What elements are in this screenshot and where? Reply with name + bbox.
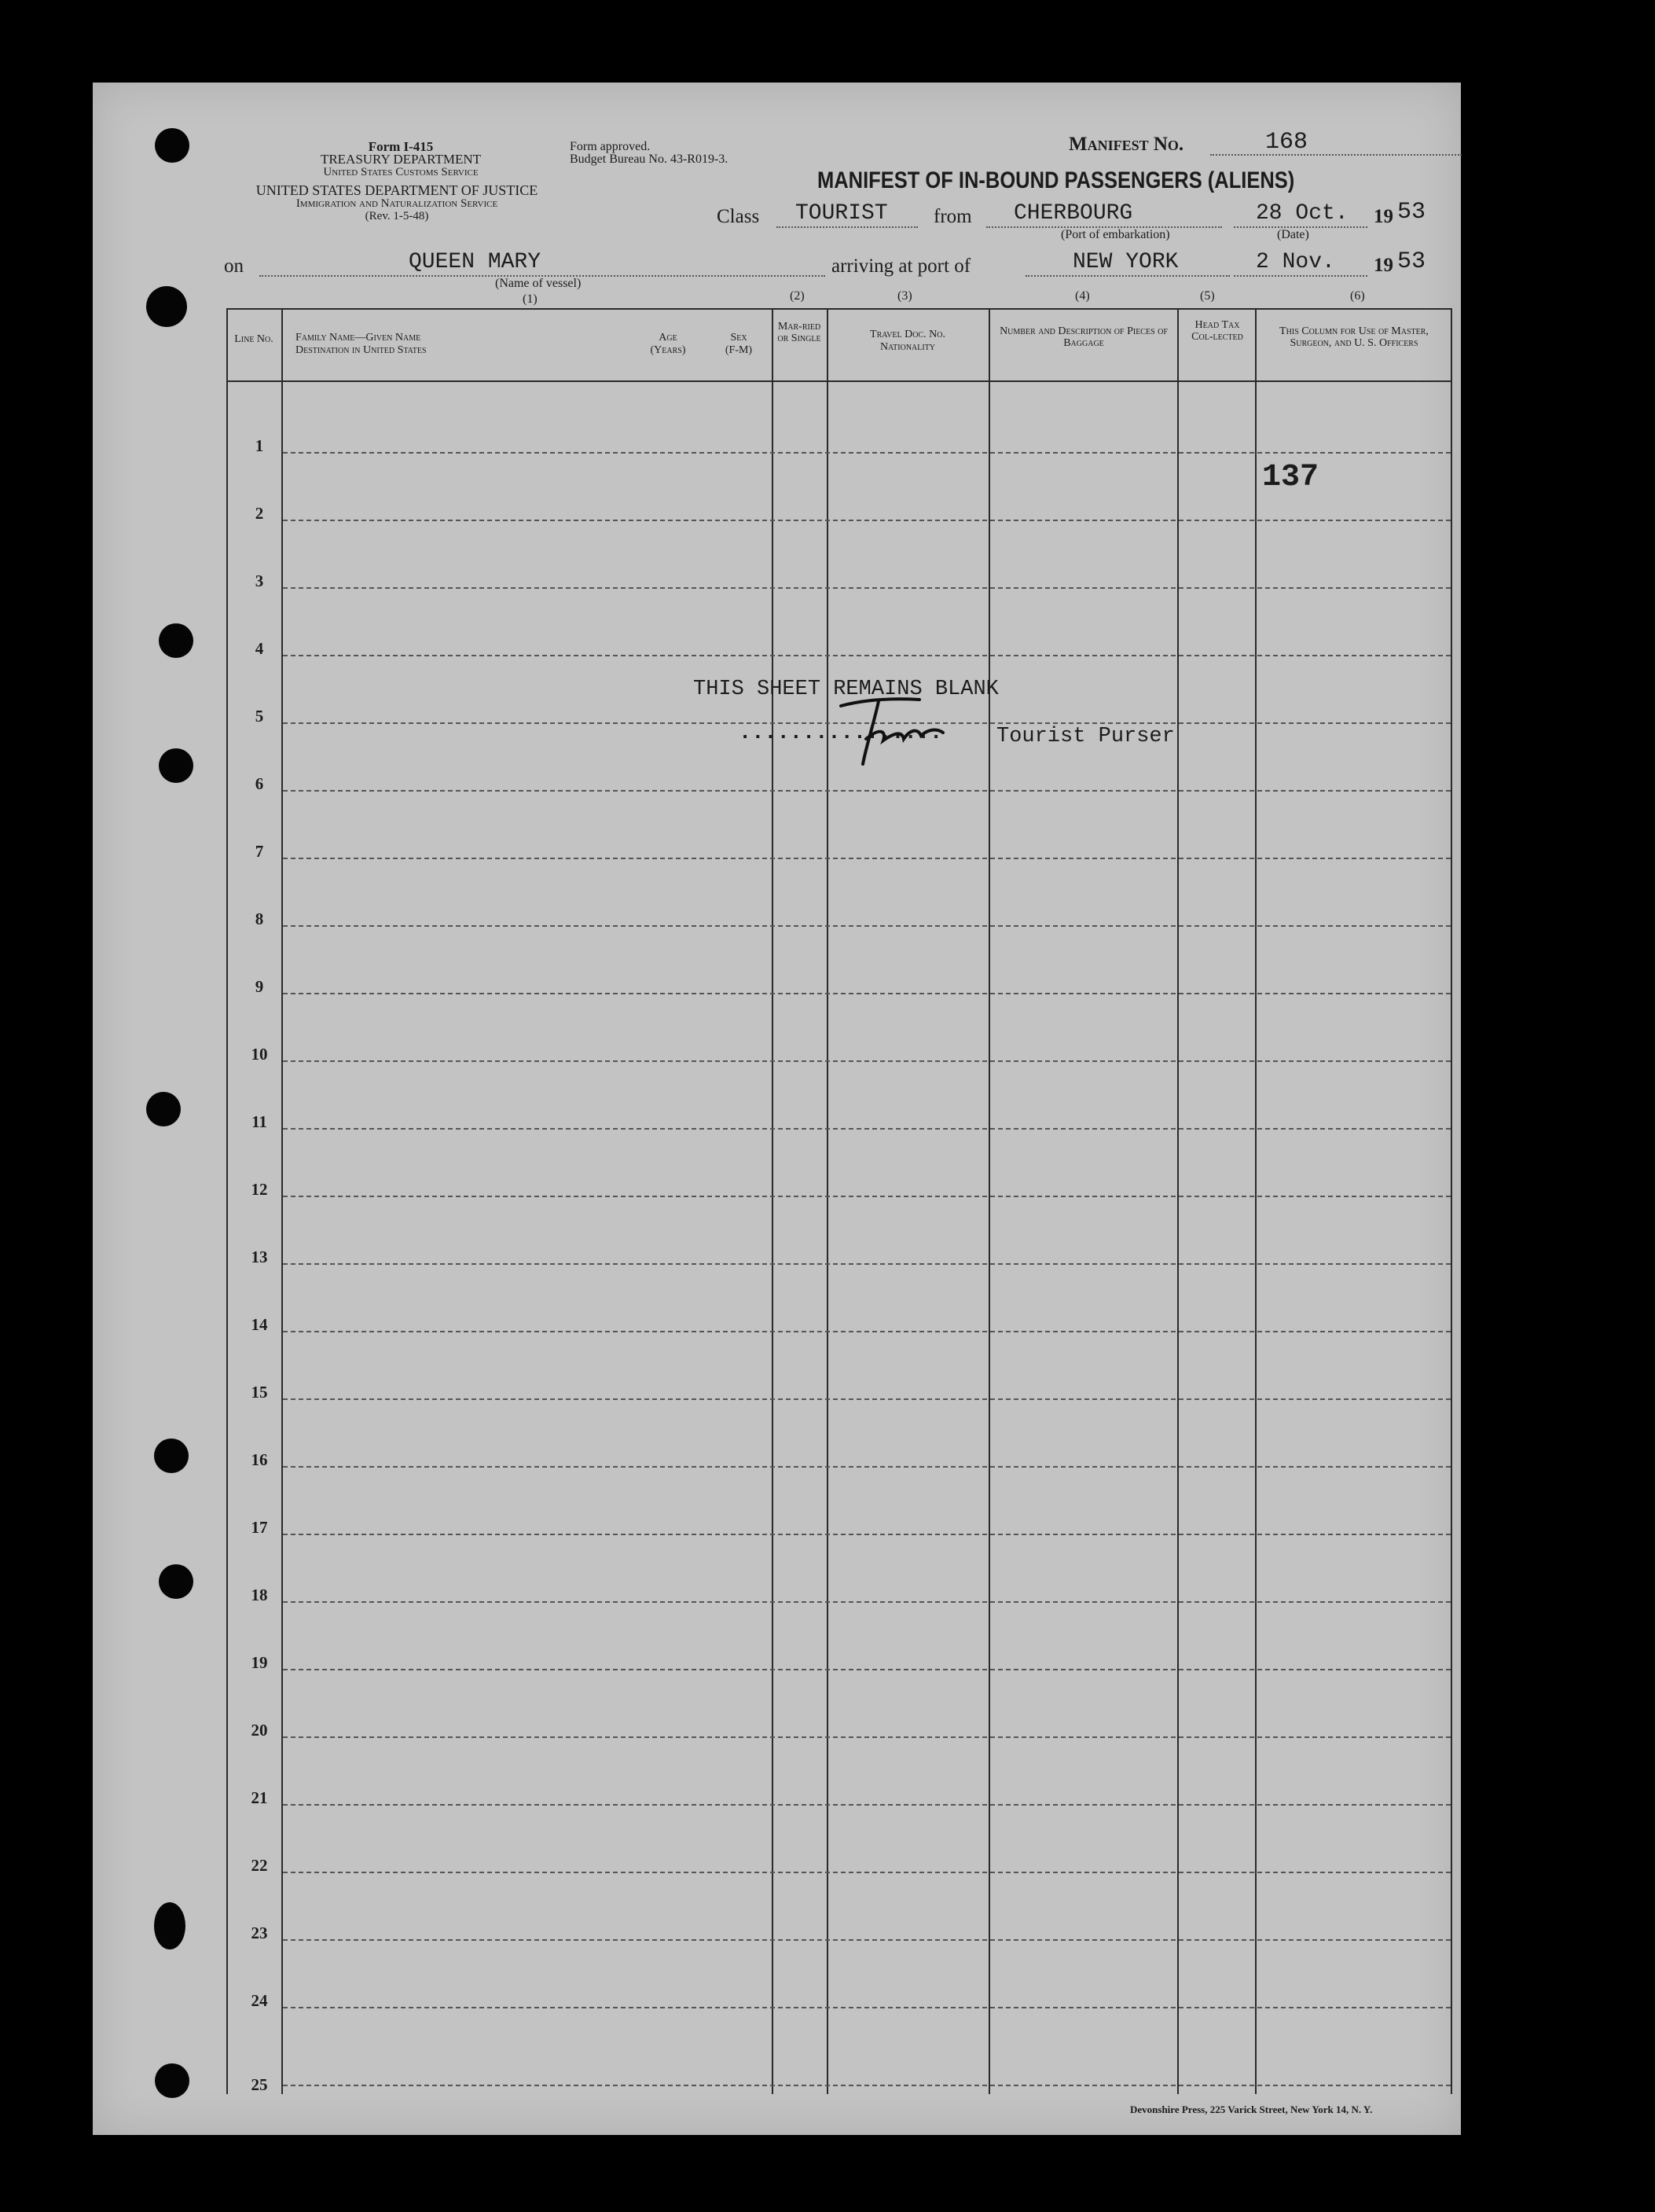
ins-service: Immigration and Naturalization Service [295, 197, 498, 210]
port-caption: (Port of embarkation) [1061, 228, 1170, 241]
row-line [283, 587, 1451, 589]
blank-sheet-notice: THIS SHEET REMAINS BLANK [693, 678, 999, 701]
line-number: 13 [251, 1247, 268, 1266]
punch-hole [146, 286, 187, 327]
row-line [283, 2007, 1451, 2008]
arrival-port-value: NEW YORK [1073, 250, 1179, 274]
col-line-travel-right [989, 308, 990, 2094]
line-number: 10 [251, 1045, 268, 1064]
table-header-border [226, 380, 1452, 382]
year-prefix: 19 [1374, 206, 1393, 227]
row-line [283, 1669, 1451, 1670]
form-number: Form I-415 [368, 139, 434, 154]
class-value: TOURIST [795, 201, 888, 226]
line-number: 25 [251, 2075, 268, 2094]
purser-dots: ................ [739, 722, 943, 745]
row-line [283, 1060, 1451, 1062]
form-approved: Form approved. [570, 140, 651, 153]
row-line [283, 1331, 1451, 1332]
from-label: from [934, 206, 972, 227]
from-value: CHERBOURG [1014, 201, 1133, 226]
row-line [283, 1466, 1451, 1468]
col-header-line-no: Line No. [234, 333, 273, 345]
row-line [283, 655, 1451, 656]
col-num-5: (5) [1200, 289, 1215, 303]
row-line [283, 1196, 1451, 1197]
row-line [283, 2085, 1451, 2086]
col-header-sex: Sex [730, 332, 747, 344]
line-number: 6 [255, 774, 264, 793]
line-number: 5 [255, 707, 264, 726]
col-num-2: (2) [790, 289, 805, 303]
punch-hole [159, 623, 193, 658]
row-line [283, 1804, 1451, 1806]
line-number: 18 [251, 1586, 268, 1604]
arrival-date-value: 2 Nov. [1256, 250, 1335, 274]
manifest-no-value: 168 [1265, 129, 1308, 156]
col-line-baggage-right [1177, 308, 1179, 2094]
line-number: 24 [251, 1991, 268, 2010]
col-line-married [772, 308, 773, 2094]
row-line [283, 790, 1451, 792]
row-line [283, 993, 1451, 994]
punch-hole [155, 2063, 189, 2098]
row-line [283, 1534, 1451, 1535]
treasury-dept: TREASURY DEPARTMENT [320, 152, 482, 167]
punch-hole [154, 1902, 185, 1949]
row-line [283, 1128, 1451, 1130]
col-num-3: (3) [897, 289, 912, 303]
line-number: 3 [255, 571, 264, 590]
row-line [283, 1939, 1451, 1941]
line-number: 11 [251, 1112, 267, 1131]
arriving-label: arriving at port of [831, 255, 971, 277]
punch-hole [159, 1564, 193, 1599]
date-value: 28 Oct. [1256, 201, 1349, 226]
line-number: 19 [251, 1653, 268, 1672]
line-number: 1 [255, 436, 264, 455]
row-line [283, 925, 1451, 927]
line-number: 20 [251, 1721, 268, 1740]
justice-dept: UNITED STATES DEPARTMENT OF JUSTICE [255, 182, 538, 198]
punch-hole [154, 1439, 189, 1473]
col-header-age: Age [659, 332, 677, 344]
col-line-married-right [827, 308, 828, 2094]
col-header-head-tax: Head Tax Col-lected [1191, 319, 1243, 343]
col-header-name: Family Name—Given Name [295, 332, 421, 344]
manifest-no-label: Manifest No. [1069, 134, 1184, 155]
printer-imprint: Devonshire Press, 225 Varick Street, New York 14, N. Y. [1130, 2104, 1373, 2115]
annotation-number: 137 [1262, 460, 1319, 495]
arrival-date-line [1234, 275, 1367, 277]
line-number: 21 [251, 1788, 268, 1807]
vessel-col-num: (1) [523, 292, 538, 306]
revision: (Rev. 1-5-48) [365, 210, 429, 222]
line-number: 9 [255, 977, 264, 996]
row-line [283, 1263, 1451, 1265]
purser-signature [817, 692, 967, 766]
line-number: 2 [255, 504, 264, 523]
class-label: Class [717, 206, 760, 227]
date-caption: (Date) [1277, 228, 1309, 241]
col-header-age-unit: (Years) [650, 344, 686, 356]
col-line-name [281, 308, 283, 2094]
vessel-caption: (Name of vessel) [495, 277, 582, 290]
table-top-border [226, 308, 1452, 310]
on-label: on [224, 255, 244, 277]
manifest-title: MANIFEST OF IN-BOUND PASSENGERS (ALIENS) [817, 167, 1295, 193]
punch-hole [155, 128, 189, 163]
table-left-border [226, 308, 228, 2094]
col-header-baggage: Number and Description of Pieces of Baggage [1000, 325, 1168, 349]
vessel-value: QUEEN MARY [409, 250, 541, 274]
row-line [283, 452, 1451, 454]
line-number: 17 [251, 1518, 268, 1537]
col-num-4: (4) [1075, 289, 1090, 303]
manifest-no-line [1210, 154, 1462, 156]
col-header-married: Mar-ried or Single [777, 321, 821, 344]
punch-hole [159, 748, 193, 783]
row-line [283, 520, 1451, 521]
budget-bureau: Budget Bureau No. 43-R019-3. [570, 152, 728, 166]
line-number: 4 [255, 639, 264, 658]
table-right-border [1451, 308, 1452, 2094]
line-number: 15 [251, 1383, 268, 1402]
col-header-travel-doc: Travel Doc. No. [870, 329, 945, 340]
line-number: 8 [255, 909, 264, 928]
arrival-year-prefix: 19 [1374, 255, 1393, 276]
purser-title: Tourist Purser [996, 725, 1175, 748]
col-header-officers: This Column for Use of Master, Surgeon, and U. S. Officers [1279, 325, 1429, 349]
row-line [283, 1872, 1451, 1873]
line-number: 12 [251, 1180, 268, 1199]
row-line [283, 1736, 1451, 1738]
class-line [776, 226, 918, 228]
customs-service: United States Customs Service [323, 166, 479, 178]
col-header-nationality: Nationality [879, 341, 936, 353]
col-header-destination: Destination in United States [295, 344, 427, 356]
arrival-port-line [1026, 275, 1230, 277]
col-header-sex-unit: (F-M) [725, 344, 753, 356]
row-line [283, 1601, 1451, 1603]
line-number: 23 [251, 1924, 268, 1942]
line-number: 22 [251, 1856, 268, 1875]
line-number: 16 [251, 1450, 268, 1469]
col-num-6: (6) [1350, 289, 1365, 303]
arrival-year-value: 53 [1397, 248, 1426, 275]
line-number: 7 [255, 842, 264, 861]
year-value: 53 [1397, 199, 1426, 226]
row-line [283, 858, 1451, 859]
col-line-tax-right [1255, 308, 1257, 2094]
row-line [283, 1398, 1451, 1400]
line-number: 14 [251, 1315, 268, 1334]
punch-hole [146, 1092, 181, 1126]
